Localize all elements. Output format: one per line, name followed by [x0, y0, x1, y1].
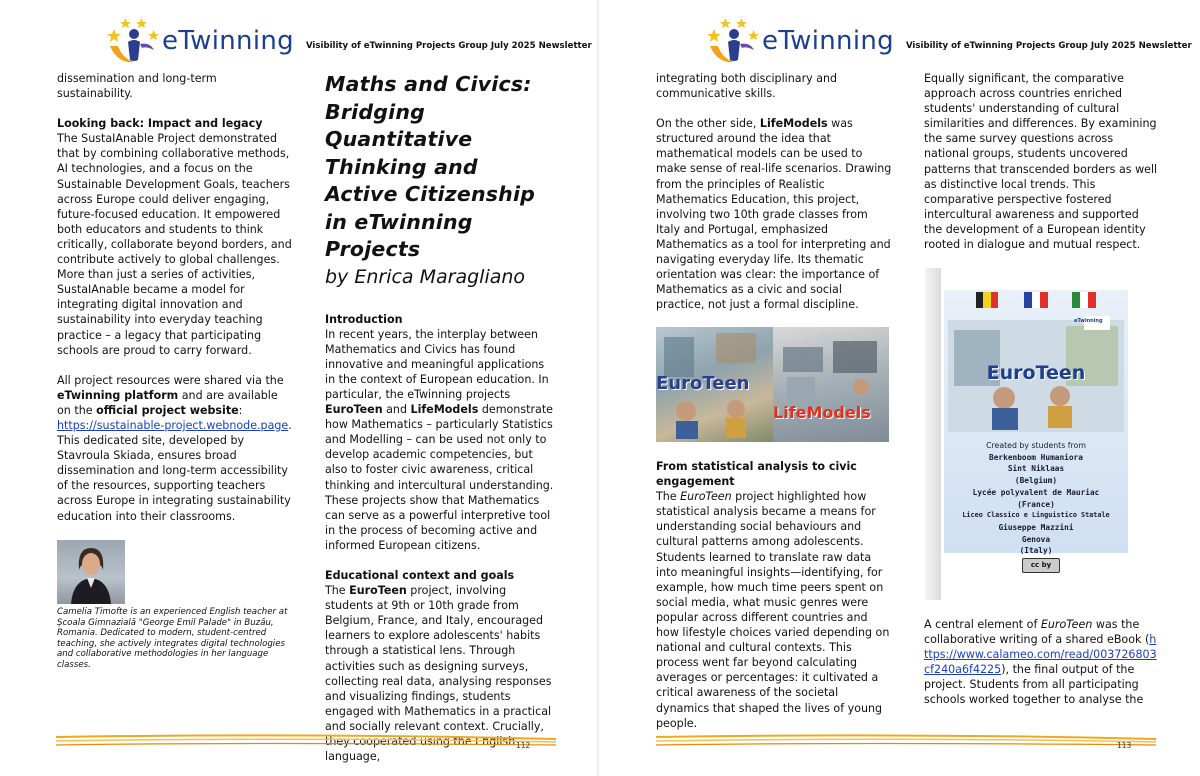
cover-credit-line: (Belgium) — [1014, 476, 1058, 486]
text-run: project, involving students at 9th or 10th grade from Belgium, France, and Italy, encouraged learners to explore adolescents' habits through a statistical lens. Through activities such as designing surveys, collecting real data, analysing responses and visualizing findings, students engaged with Mathematics in a practical and socially relevant context. Crucially, they cooperated using the English language, — [325, 584, 552, 764]
bold-text: eTwinning platform — [57, 388, 179, 402]
text-run: and — [382, 403, 411, 417]
italic-text: EuroTeen — [680, 490, 732, 504]
text-run: The — [656, 490, 681, 504]
section-heading: Looking back: Impact and legacy — [57, 117, 263, 131]
etwinning-logo-text: eTwinning — [162, 26, 294, 56]
article-byline: by Enrica Maragliano — [325, 265, 526, 288]
text-run: demonstrate how Mathematics – particularly Statistics and Modelling – can be used not only to develop academic competencies, but also to foster civic awareness, critical thinking and intercultural understanding. These projects show that Mathematics can serve as a powerful interpretive tool in the process of becoming active and informed European citizens. — [325, 403, 554, 552]
left-column-1 — [57, 71, 293, 524]
section-heading: From statistical analysis to civic engagement — [656, 460, 857, 489]
euroteen-ebook-cover — [944, 290, 1128, 556]
cover-title: EuroTeen — [986, 362, 1086, 384]
etwinning-logo — [104, 16, 294, 66]
euroteen-image-label: EuroTeen — [656, 373, 750, 394]
etwinning-logo-icon — [104, 16, 160, 66]
article-title: Maths and Civics: Bridging Quantitative Thinking and Active Citizenship in eTwinning Projects — [325, 72, 536, 261]
cover-credit-line: Genova — [1021, 534, 1051, 544]
left-column-2 — [325, 71, 555, 764]
bold-text: LifeModels — [410, 403, 479, 417]
etwinning-logo — [704, 16, 894, 66]
lifemodels-image-label: LifeModels — [773, 403, 871, 422]
paragraph — [325, 327, 555, 553]
text-run: was structured around the idea that mathematical models can be used to make sense of real-life scenarios. Drawing from the principles of Realistic Mathematics Education, this project, involving two 10th grade classes from Italy and Portugal, emphasized Mathematics as a tool for interpreting and navigating everyday life. Its thematic orientation was clear: the importance of Mathematics as a civic and social practice, not just a formal discipline. — [656, 117, 892, 312]
right-column-2-lower — [924, 617, 1160, 708]
cover-credit-line: Liceo Classico e Linguistico Statale — [962, 511, 1110, 520]
creative-commons-badge: cc by — [1022, 558, 1060, 573]
paragraph — [656, 116, 892, 312]
text-run: was the collaborative writing of a shared eBook ( — [924, 618, 1150, 647]
page-number: 112 — [516, 741, 531, 750]
bold-text: EuroTeen — [349, 584, 407, 598]
page-number: 113 — [1117, 741, 1132, 750]
paragraph — [656, 489, 892, 731]
lifemodels-image — [773, 327, 889, 442]
etwinning-logo-icon — [704, 16, 760, 66]
paragraph: The SustaIAnable Project demonstrated that by combining collaborative methods, AI technologies, and a focus on the Sustainable Development Goals, teachers across Europe could deliver engaging, future-focused education. It empowered both educators and students to think critically, collaborate beyond borders, and contribute actively to global challenges. More than just a series of activities, SustaIAnable became a model for integrating digital innovation and sustainability into everyday teaching practice – a legacy that participating schools are proud to carry forward. — [57, 132, 292, 357]
right-column-2 — [924, 71, 1160, 252]
page-header — [704, 14, 1192, 68]
text-run: . This dedicated site, developed by Stavroula Skiada, ensures broad dissemination and long-term accessibility of the resources, supporting teachers across Europe in integrating sustainability education into their classrooms. — [57, 418, 292, 523]
author-photo — [57, 540, 125, 604]
author-caption: Camelia Timofte is an experienced English teacher at Școala Gimnazială "George Emil Palade" in Buzău, Romania. Dedicated to modern, student-centred teaching, she actively integrates digital technologies and collaborative methodologies in her language classes. — [57, 607, 288, 670]
cover-credit-line: (Italy) — [1019, 546, 1053, 556]
paragraph: integrating both disciplinary and communicative skills. — [656, 72, 838, 101]
paragraph: dissemination and long-term sustainability. — [57, 72, 217, 101]
newsletter-title: Visibility of eTwinning Projects Group July 2025 Newsletter — [305, 41, 592, 51]
text-run: project highlighted how statistical analysis became a means for understanding social behaviours and cultural patterns among adolescents. Students learned to translate raw data into meaningful insights—identifying, for example, how much time peers spent on social media, what music genres were popular across different countries and how lifestyle choices varied depending on national and cultural contexts. This process went far beyond calculating averages or percentages: it cultivated a critical awareness of the societal dynamics that shaped the lives of young people. — [656, 490, 890, 730]
text-run: The — [325, 584, 350, 598]
italic-text: EuroTeen — [1040, 618, 1093, 631]
project-website-link[interactable]: https://sustainable-project.webnode.page — [57, 418, 289, 432]
footer-wave — [656, 733, 1156, 755]
bold-text: LifeModels — [759, 117, 828, 131]
text-run: ), the final output of the project. Students from all participating schools worked together to analyse the — [924, 663, 1144, 707]
page-right — [600, 0, 1200, 776]
text-run: and are available on the — [57, 388, 278, 417]
text-run: On the other side, — [656, 117, 760, 131]
paragraph — [924, 617, 1160, 708]
text-run: : — [238, 403, 243, 417]
cover-credit-line: Lycée polyvalent de Mauriac — [972, 487, 1100, 497]
bold-text: official project website — [96, 403, 239, 417]
section-heading: Educational context and goals — [325, 569, 515, 582]
paragraph: Equally significant, the comparative approach across countries enriched students' understanding of cultural similarities and differences. By examining the same survey questions across national groups, students uncovered patterns that transcended borders as well as distinctive local trends. This comparative perspective fostered intercultural awareness and supported the development of a European identity rooted in dialogue and mutual respect. — [924, 72, 1158, 252]
cover-credit-line: (France) — [1017, 499, 1055, 509]
paragraph — [57, 373, 293, 524]
text-run: In recent years, the interplay between Mathematics and Civics has found innovative and meaningful applications in the context of European education. In particular, the eTwinning projects — [325, 327, 549, 401]
page-header — [104, 14, 592, 68]
section-heading: Introduction — [325, 312, 403, 326]
right-column-1-lower — [656, 459, 892, 731]
ebook-link[interactable]: https://www.calameo.com/read/003726803cf240a6f4225 — [924, 633, 1157, 677]
newsletter-title: Visibility of eTwinning Projects Group July 2025 Newsletter — [905, 41, 1192, 51]
text-run: A central element of — [924, 618, 1041, 631]
cover-etwinning-badge: eTwinning — [1074, 318, 1103, 324]
cover-credit-line: Sint Niklaas — [1007, 464, 1065, 474]
right-column-1 — [656, 71, 892, 312]
cover-credits — [944, 440, 1128, 557]
text-run: All project resources were shared via the — [57, 373, 284, 387]
etwinning-logo-text: eTwinning — [762, 26, 894, 56]
cover-shadow — [925, 268, 941, 600]
bold-text: EuroTeen — [325, 403, 383, 417]
cover-credit-line: Created by students from — [986, 441, 1086, 450]
cover-credit-line: Berkenboom Humaniora — [989, 452, 1083, 462]
euroteen-image — [656, 327, 774, 442]
cover-credit-line: Giuseppe Mazzini — [998, 522, 1074, 532]
footer-wave — [56, 733, 556, 755]
